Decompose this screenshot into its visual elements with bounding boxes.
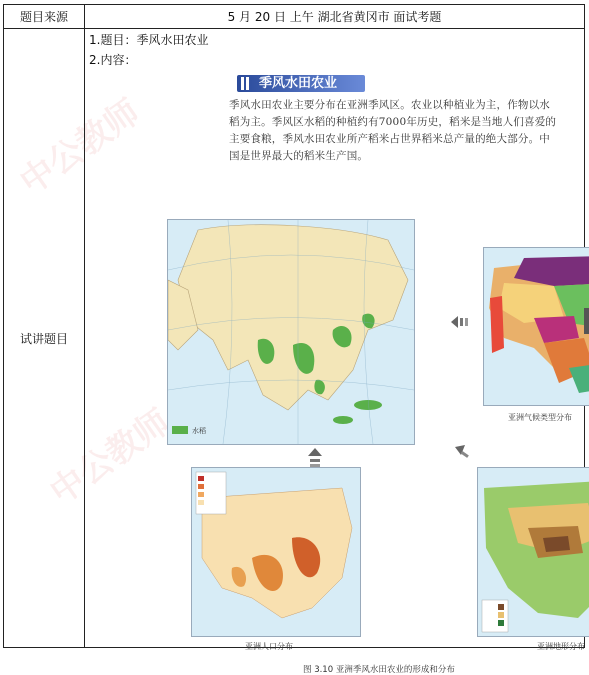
map-legend-label: 水稻 — [192, 427, 206, 435]
question-table — [3, 4, 585, 675]
source-label: 题目来源 — [4, 5, 85, 29]
rice-distribution-map — [167, 219, 415, 445]
textbook-page-image — [133, 75, 589, 675]
watermark: 中公教师 — [12, 91, 148, 203]
arrow-left-icon — [449, 315, 471, 329]
arrow-up-icon — [307, 447, 323, 469]
content-cell — [85, 29, 585, 675]
climate-types-map — [483, 247, 589, 406]
textbook-paragraph: 季风水田农业主要分布在亚洲季风区。农业以种植业为主，作物以水稻为主。季风区水稻的种植约有7000年历史，稻米是当地人们喜爱的主要食粮，季风水田农业所产稻米占世界稻米总产量的绝大部分。中国是世界最大的稻米生产国。 — [229, 99, 557, 162]
row-label: 试讲题目 — [4, 29, 85, 648]
population-map-caption: 亚洲人口分布 — [245, 642, 293, 651]
figure-caption: 图 3.10 亚洲季风水田农业的形成和分布 — [303, 665, 455, 675]
terrain-map-caption: 亚洲地形分布 — [537, 642, 585, 651]
side-tab-icon — [584, 308, 589, 334]
watermark: 中公教师 — [42, 401, 178, 513]
arrow-diagonal-icon — [451, 443, 473, 463]
section-title: 季风水田农业 — [237, 75, 365, 92]
content-line: 2.内容： — [89, 53, 137, 67]
climate-map-caption: 亚洲气候类型分布 — [508, 413, 572, 422]
terrain-map — [477, 467, 589, 637]
population-map — [191, 467, 361, 637]
source-value: 5 月 20 日 上午 湖北省黄冈市 面试考题 — [85, 5, 585, 29]
topic-line: 1.题目：季风水田农业 — [89, 33, 209, 47]
